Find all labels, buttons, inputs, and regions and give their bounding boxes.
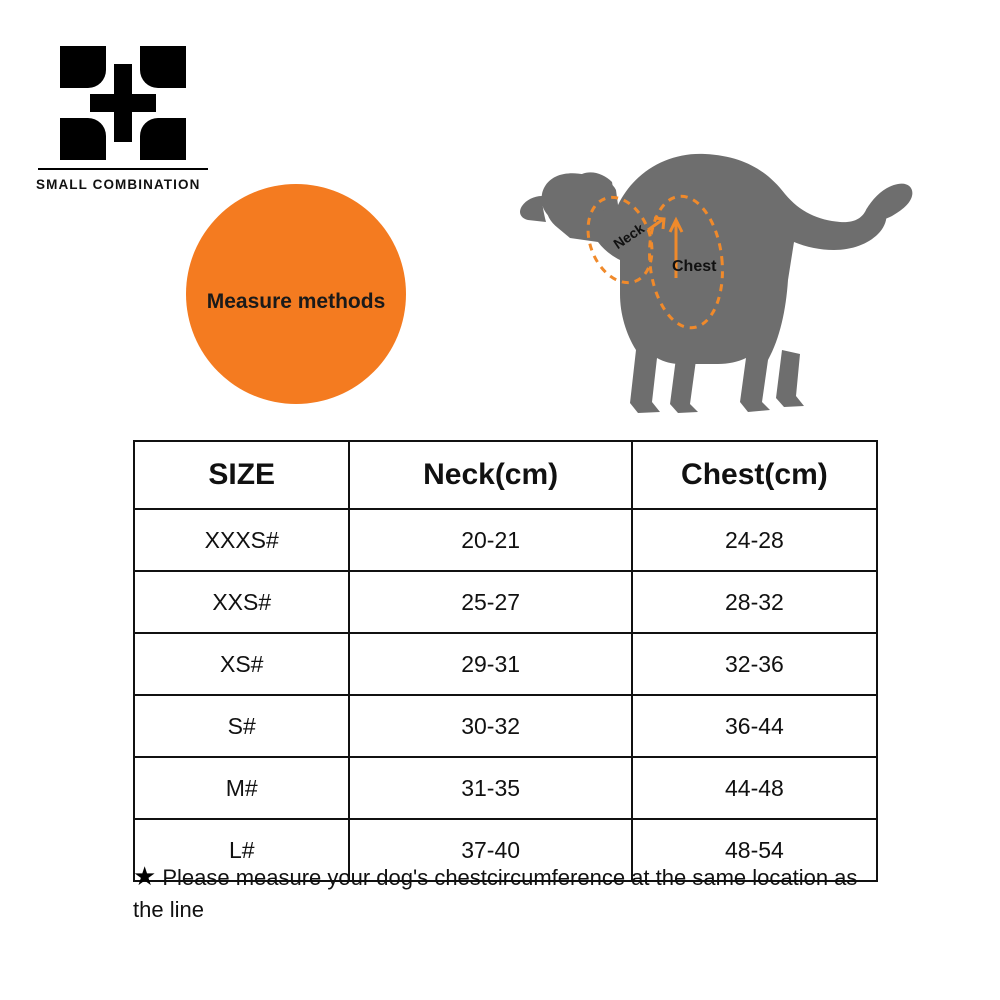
cell-chest: 48-54 xyxy=(632,819,877,881)
chest-label: Chest xyxy=(672,258,717,275)
table-row xyxy=(134,633,877,695)
table-row xyxy=(134,757,877,819)
brand-name: SMALL COMBINATION xyxy=(36,177,201,192)
cell-size: S# xyxy=(134,695,349,757)
logo-divider xyxy=(38,168,208,170)
size-chart-table xyxy=(133,440,878,882)
footnote xyxy=(133,862,893,926)
dog-illustration xyxy=(500,110,920,430)
cell-neck: 25-27 xyxy=(349,571,631,633)
cell-chest: 24-28 xyxy=(632,509,877,571)
table-row xyxy=(134,695,877,757)
cell-neck: 29-31 xyxy=(349,633,631,695)
cell-size: M# xyxy=(134,757,349,819)
four-squares-cross-icon xyxy=(60,46,186,160)
measure-methods-label: Measure methods xyxy=(206,290,386,314)
cell-neck: 20-21 xyxy=(349,509,631,571)
brand-logo xyxy=(36,46,266,192)
cell-neck: 37-40 xyxy=(349,819,631,881)
cell-neck: 30-32 xyxy=(349,695,631,757)
measure-methods-badge xyxy=(186,184,406,404)
column-header-neck: Neck(cm) xyxy=(349,441,631,509)
cell-size: XS# xyxy=(134,633,349,695)
column-header-size: SIZE xyxy=(134,441,349,509)
neck-label: Neck xyxy=(610,220,648,252)
star-icon: ★ xyxy=(133,861,157,891)
cell-chest: 44-48 xyxy=(632,757,877,819)
cell-size: XXS# xyxy=(134,571,349,633)
table-row xyxy=(134,509,877,571)
cell-neck: 31-35 xyxy=(349,757,631,819)
footnote-text: Please measure your dog's chestcircumference at the same location as the line xyxy=(133,865,858,922)
cell-size: XXXS# xyxy=(134,509,349,571)
cell-chest: 36-44 xyxy=(632,695,877,757)
table-header-row xyxy=(134,441,877,509)
table-row xyxy=(134,571,877,633)
column-header-chest: Chest(cm) xyxy=(632,441,877,509)
cell-chest: 32-36 xyxy=(632,633,877,695)
cell-chest: 28-32 xyxy=(632,571,877,633)
cell-size: L# xyxy=(134,819,349,881)
